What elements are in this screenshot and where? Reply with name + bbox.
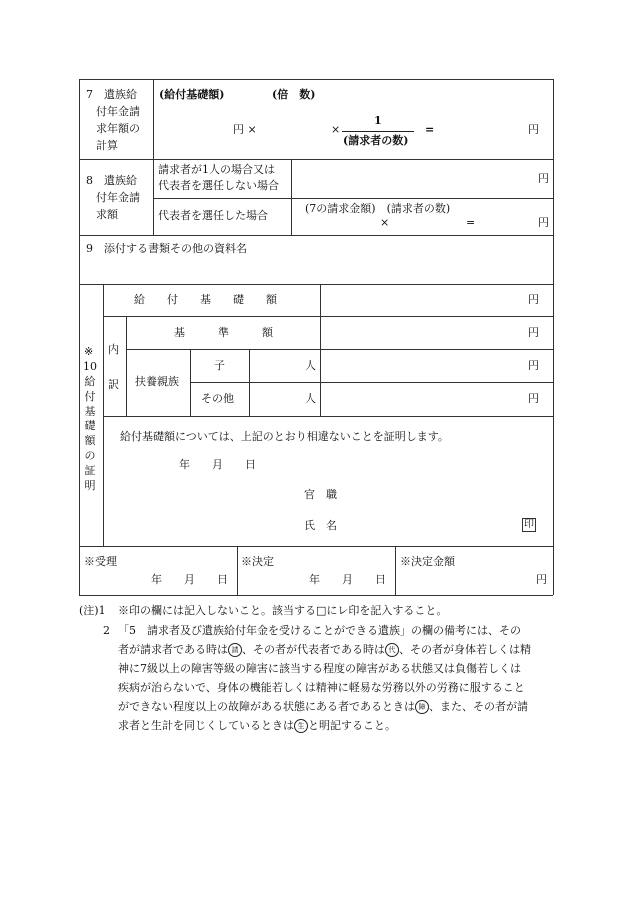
fraction-bar (342, 131, 414, 132)
note2-line2-a: 者が請求者である時は (118, 643, 228, 656)
kiso-yen: 円 (528, 293, 539, 306)
row8-calc-header: (7の請求金額) (請求者の数) (305, 202, 451, 215)
row8-case1-line2: 代表者を選任しない場合 (158, 179, 279, 192)
row8-case1-line1: 請求者が1人の場合又は (158, 163, 275, 176)
row8-times: × (380, 216, 390, 229)
mark-sei2: 生 (294, 719, 308, 733)
row7-label-line2: 付年金請 (96, 105, 140, 118)
row8-yen1: 円 (538, 172, 549, 185)
note2-line4: 疾病が治らないで、身体の機能若しくは精神に軽易な労務以外の労務に服すること (118, 681, 525, 694)
row8-case2: 代表者を選任した場合 (158, 209, 268, 222)
seal-mark: 印 (524, 519, 534, 530)
row10-vertical-label: 10給付基礎額の証明 (83, 360, 97, 492)
fraction-numerator: 1 (374, 114, 382, 127)
row8-label-line3: 求額 (96, 208, 118, 221)
note2-line5-a: ができない程度以上の故障がある状態にある者であるときは (118, 700, 415, 713)
row8-equals: = (466, 216, 476, 229)
cert-text: 給付基礎額については、上記のとおり相違ないことを証明します。 (120, 430, 449, 443)
kiso-label: 給 付 基 礎 額 (134, 293, 277, 306)
kijun-yen: 円 (528, 326, 539, 339)
kijun-label: 基 準 額 (174, 326, 273, 339)
kettei-kingaku-yen: 円 (536, 573, 547, 586)
uchi-label: 内 (108, 343, 119, 356)
sonota-nin: 人 (305, 392, 316, 405)
row7-equals: = (425, 123, 435, 136)
note2-line6-a: 求者と生計を同じくしているときは (118, 719, 294, 732)
note1-text: ※印の欄には記入しないこと。該当する□にレ印を記入すること。 (118, 604, 448, 617)
kanshoku-label: 官 職 (304, 488, 337, 501)
juri-date: 年 月 日 (151, 573, 228, 586)
ko-nin: 人 (305, 359, 316, 372)
fuyo-label: 扶養親族 (135, 375, 179, 388)
note2-line1: 「5 請求者及び遺族給付年金を受けることができる遺族」の欄の備考には、その (118, 624, 521, 637)
baisu-header: (倍 数) (272, 88, 316, 101)
note2-prefix: 2 (103, 624, 110, 637)
kiso-header: (給付基礎額) (159, 88, 225, 101)
note2-line6 (118, 719, 396, 733)
row7-label-line3: 求年額の (96, 122, 140, 135)
kettei-label: ※決定 (241, 555, 274, 568)
ko-label: 子 (214, 359, 225, 372)
note2-line2-b: 、その者が代表者である時は (242, 643, 385, 656)
note1-prefix: (注)1 (79, 604, 106, 617)
note2-line5-b: 、また、その者が請 (429, 700, 528, 713)
row7-times: × (331, 123, 341, 136)
mark-sei: 請 (228, 643, 242, 657)
mark-sho: 障 (415, 700, 429, 714)
row10-asterisk: ※ (84, 345, 94, 358)
row9-label: 9 添付する書類その他の資料名 (86, 242, 247, 255)
sonota-label: その他 (201, 392, 234, 405)
row8-label-line2: 付年金請 (96, 191, 140, 204)
sonota-yen: 円 (528, 392, 539, 405)
row8-label-line1: 8 遺族給 (86, 174, 137, 187)
note2-line5 (118, 700, 528, 714)
juri-label: ※受理 (84, 555, 117, 568)
shimei-label: 氏 名 (304, 519, 337, 532)
kettei-kingaku-label: ※決定金額 (400, 555, 455, 568)
cert-date: 年 月 日 (179, 458, 256, 471)
row8-yen2: 円 (538, 216, 549, 229)
row7-yen-times: 円 × (233, 123, 257, 136)
mark-dai: 代 (385, 643, 399, 657)
fraction-denominator: (請求者の数) (343, 134, 409, 147)
note2-line2-c: 、その者が身体若しくは精 (399, 643, 531, 656)
row7-label-line1: 7 遺族給 (86, 88, 137, 101)
row7-yen: 円 (528, 123, 539, 136)
note2-line2 (118, 643, 531, 657)
note2-line6-b: と明記すること。 (308, 719, 396, 732)
kettei-date: 年 月 日 (309, 573, 386, 586)
ko-yen: 円 (528, 359, 539, 372)
row7-label-line4: 計算 (96, 139, 118, 152)
wake-label: 訳 (108, 378, 119, 391)
note2-line3: 神に7級以上の障害等級の障害に該当する程度の障害がある状態又は負傷若しくは (118, 662, 521, 675)
